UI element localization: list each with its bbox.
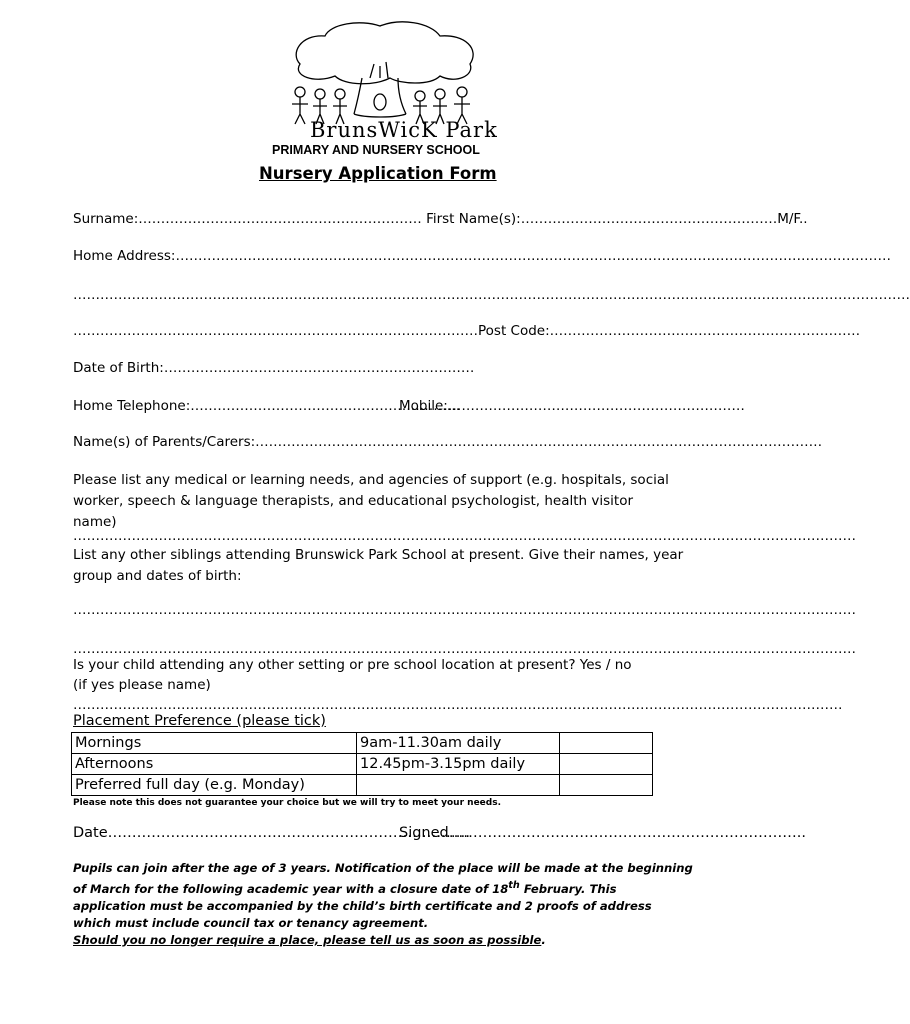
placement-option: Mornings <box>72 733 357 754</box>
medical-needs-question: Please list any medical or learning needs, and agencies of support (e.g. hospitals, social worker, speech & language therapists, and educational psychologist, health visitor name) <box>73 472 669 530</box>
placement-note: Please note this does not guarantee your choice but we will try to meet your needs. <box>73 798 501 808</box>
footer-sup: th <box>508 880 520 891</box>
surname-firstname-field[interactable]: Surname:……………………………………………………… First Name(s):…………………………………………………M/F.. <box>73 211 808 227</box>
table-row <box>72 754 653 775</box>
other-setting-subnote: (if yes please name) <box>73 677 211 693</box>
date-field[interactable]: Date………………………………………………………………… <box>73 825 471 841</box>
placement-table <box>71 732 653 796</box>
placement-time: 9am-11.30am daily <box>357 733 560 754</box>
siblings-line-1[interactable]: ………………………………………………………………………………………………………………………………………………………… <box>73 602 856 618</box>
placement-heading: Placement Preference (please tick) <box>73 713 326 729</box>
footer-text-continued: February. This application must be accompanied by the child’s birth certificate and 2 proofs of address which must include council tax or tenancy agreement. <box>73 881 652 930</box>
placement-time[interactable] <box>357 775 560 796</box>
footer-underlined-notice: Should you no longer require a place, please tell us as soon as possible <box>73 932 542 947</box>
footer-notes <box>73 860 693 949</box>
school-subtitle: PRIMARY AND NURSERY SCHOOL <box>272 143 480 157</box>
placement-tick-box[interactable] <box>560 733 653 754</box>
date-of-birth-field[interactable]: Date of Birth:…………………………………………………………… <box>73 360 475 376</box>
placement-option: Afternoons <box>72 754 357 775</box>
table-row <box>72 733 653 754</box>
medical-needs-line[interactable]: ………………………………………………………………………………………………………………………………………………………… <box>73 528 856 544</box>
other-setting-question: Is your child attending any other setting or pre school location at present? Yes / no <box>73 657 632 673</box>
footer-text: Pupils can join after the age of 3 years. Notification of the place will be made at the beginning of March for the following academic year with a closure date of 18 <box>73 861 693 896</box>
footer-trailing: . <box>541 932 546 947</box>
form-title: Nursery Application Form <box>259 164 497 183</box>
address-postcode-field[interactable]: ………………………………………………………………………………Post Code:…………………………………………………………… <box>73 323 861 339</box>
placement-time: 12.45pm-3.15pm daily <box>357 754 560 775</box>
other-setting-line[interactable]: ……………………………………………………………………………………………………………………………………………………… <box>73 697 843 713</box>
siblings-line-2[interactable]: ………………………………………………………………………………………………………………………………………………………… <box>73 641 856 657</box>
home-address-field[interactable]: Home Address:…………………………………………………………………………………………………………………………………………… <box>73 248 891 264</box>
parents-carers-field[interactable]: Name(s) of Parents/Carers:……………………………………………………………………………………………………………… <box>73 434 823 450</box>
placement-tick-box[interactable] <box>560 775 653 796</box>
siblings-question: List any other siblings attending Brunswick Park School at present. Give their names, year group and dates of birth: <box>73 547 684 584</box>
home-telephone-field[interactable]: Home Telephone:…………………………………………………… <box>73 398 461 414</box>
school-name: BrunsWicK Park <box>310 118 498 142</box>
placement-option: Preferred full day (e.g. Monday) <box>72 775 357 796</box>
table-row <box>72 775 653 796</box>
signed-field[interactable]: Signed……………………………………………………………….. <box>399 825 806 841</box>
placement-tick-box[interactable] <box>560 754 653 775</box>
address-line-2[interactable]: …………………………………………………………………………………………………………………………………………………………………… <box>73 287 910 303</box>
mobile-field[interactable]: Mobile:………………………………………………………… <box>399 398 745 414</box>
